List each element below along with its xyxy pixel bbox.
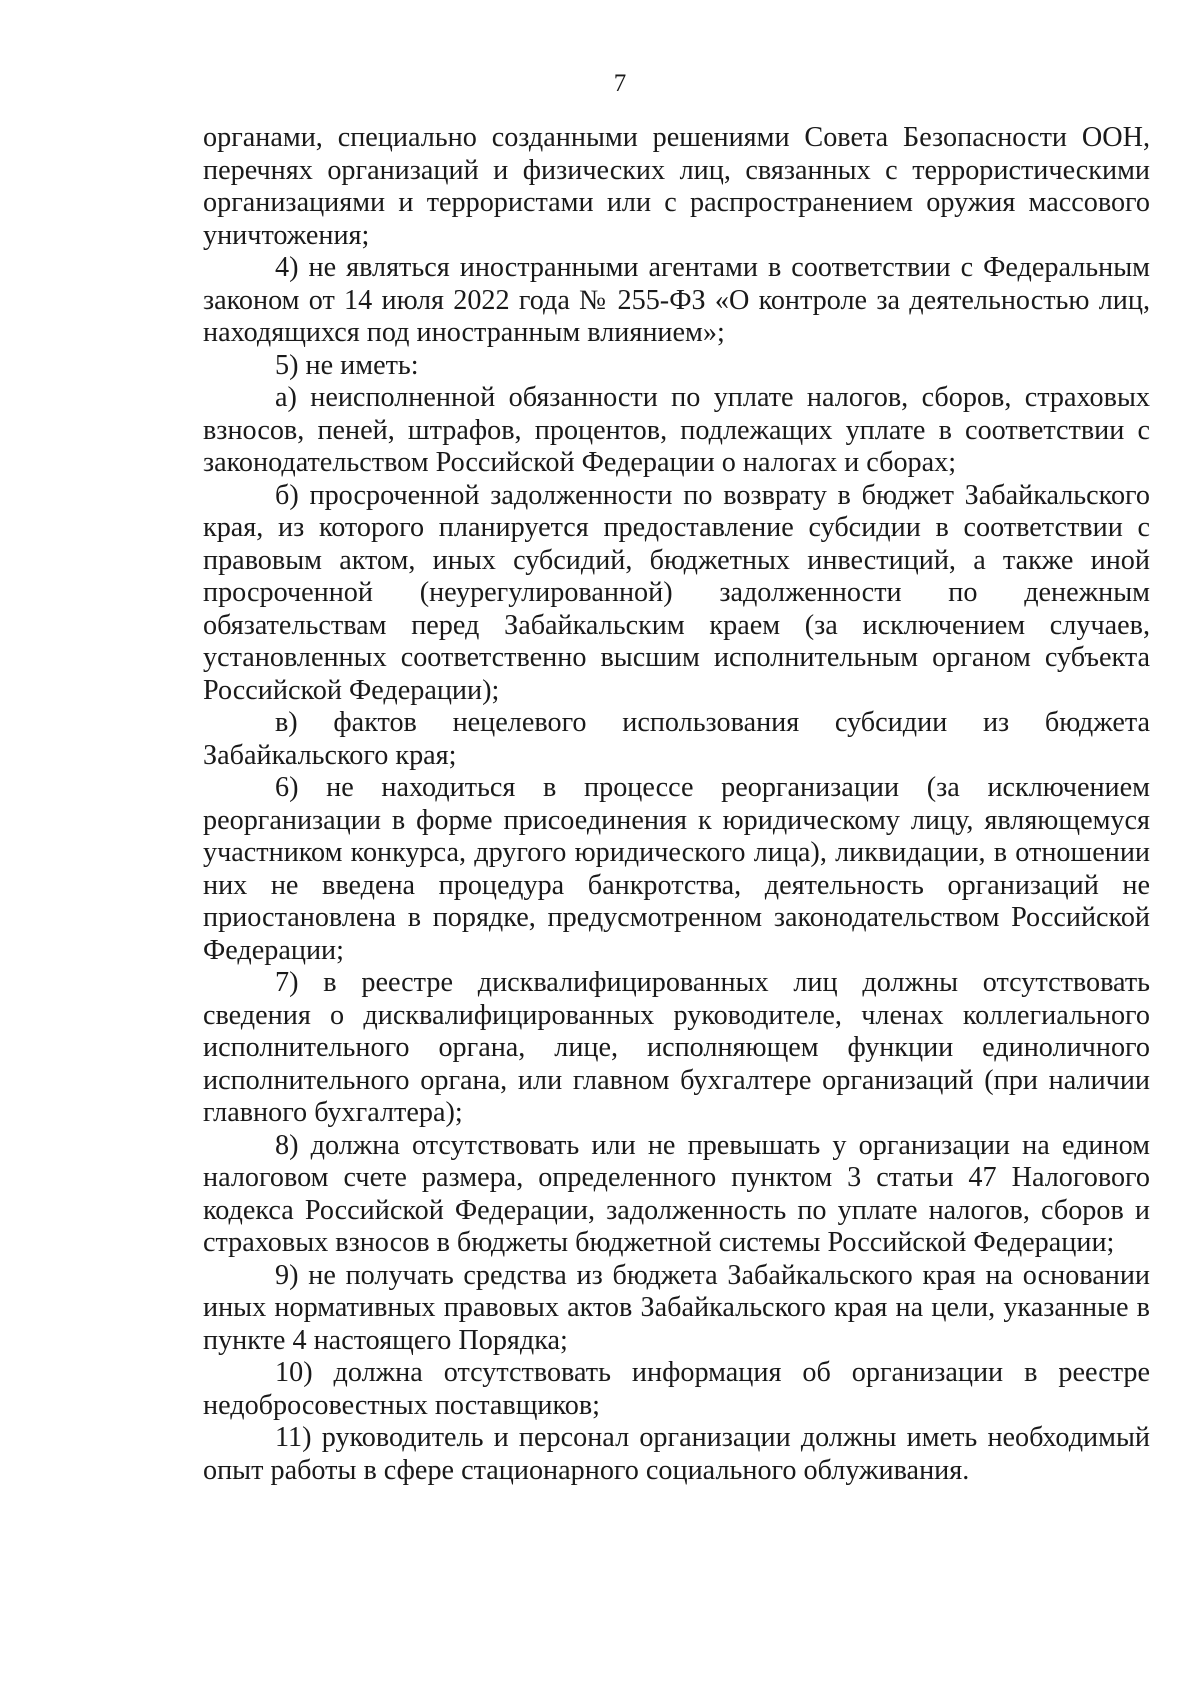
paragraph-item-10: 10) должна отсутствовать информация об организации в реестре недобросовестных поставщиков; <box>203 1357 1150 1421</box>
page-number: 7 <box>613 70 627 97</box>
document-body <box>203 122 1150 1487</box>
paragraph-item-11: 11) руководитель и персонал организации должны иметь необходимый опыт работы в сфере стационарного социального облуживания. <box>203 1422 1150 1486</box>
paragraph-item-7: 7) в реестре дисквалифицированных лиц должны отсутствовать сведения о дисквалифицированных руководителе, членах коллегиального исполнительного органа, лице, исполняющем функции единоличного исполнительного органа, или главном бухгалтере организаций (при наличии главного бухгалтера); <box>203 967 1150 1128</box>
paragraph-item-5a: а) неисполненной обязанности по уплате налогов, сборов, страховых взносов, пеней, штрафов, процентов, подлежащих уплате в соответствии с законодательством Российской Федерации о налогах и сборах; <box>203 382 1150 478</box>
paragraph-item-5: 5) не иметь: <box>275 349 419 381</box>
paragraph-item-5b: б) просроченной задолженности по возврату в бюджет Забайкальского края, из которого планируется предоставление субсидии в соответствии с правовым актом, иных субсидий, бюджетных инвестиций, а также иной просроченной (неурегулированной) задолженности по денежным обязательствам перед Забайкальским краем (за исключением случаев, установленных соответственно высшим исполнительным органом субъекта Российской Федерации); <box>203 479 1150 706</box>
paragraph-item-9: 9) не получать средства из бюджета Забайкальского края на основании иных нормативных правовых актов Забайкальского края на цели, указанные в пункте 4 настоящего Порядка; <box>203 1259 1150 1356</box>
paragraph-item-8: 8) должна отсутствовать или не превышать у организации на едином налоговом счете размера, определенного пунктом 3 статьи 47 Налогового кодекса Российской Федерации, задолженность по уплате налогов, сборов и страховых взносов в бюджеты бюджетной системы Российской Федерации; <box>203 1129 1150 1258</box>
paragraph-item-6: 6) не находиться в процессе реорганизации (за исключением реорганизации в форме присоединения к юридическому лицу, являющемуся участником конкурса, другого юридического лица), ликвидации, в отношении них не введена процедура банкротства, деятельность организаций не приостановлена в порядке, предусмотренном законодательством Российской Федерации; <box>203 772 1150 966</box>
paragraph-continuation: органами, специально созданными решениями Совета Безопасности ООН, перечнях организаций и физических лиц, связанных с террористическими организациями и террористами или с распространением оружия массового уничтожения; <box>203 122 1150 251</box>
paragraph-item-5v: в) фактов нецелевого использования субсидии из бюджета Забайкальского края; <box>203 707 1150 771</box>
paragraph-item-4: 4) не являться иностранными агентами в соответствии с Федеральным законом от 14 июля 2022 года № 255-ФЗ «О контроле за деятельностью лиц, находящихся под иностранным влиянием»; <box>203 252 1150 348</box>
